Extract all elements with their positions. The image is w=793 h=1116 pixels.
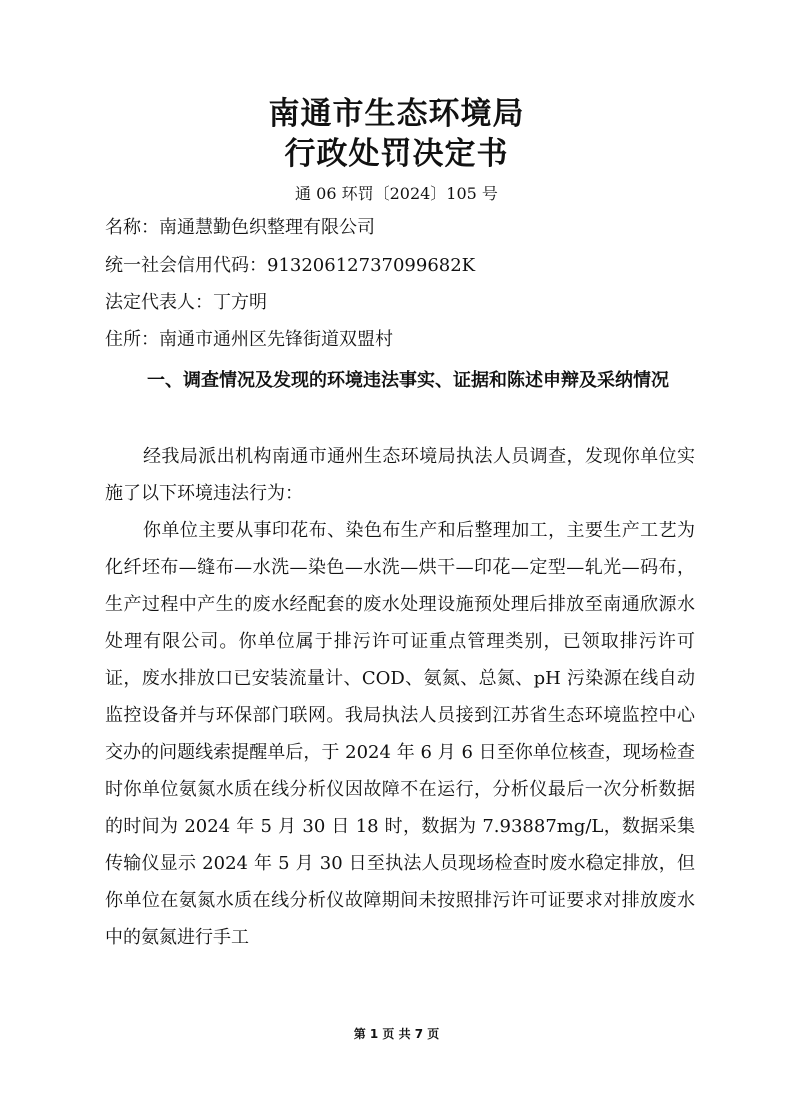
page-footer: 第 1 页 共 7 页 bbox=[353, 1027, 440, 1041]
document-title-type: 行政处罚决定书 bbox=[284, 136, 509, 172]
party-legal-representative: 法定代表人：丁方明 bbox=[105, 292, 267, 313]
document-number: 通 06 环罚〔2024〕105 号 bbox=[295, 184, 498, 203]
body-paragraph-facts: 你单位主要从事印花布、染色布生产和后整理加工，主要生产工艺为化纤坯布—缝布—水洗—染色—水洗—烘干—印花—定型—轧光—码布，生产过程中产生的废水经配套的废水处理设施预处理后排放至南通欣源水处理有限公司。你单位属于排污许可证重点管理类别，已领取排污许可证，废水排放口已安装流量计、COD、氨氮、总氮、pH 污染源在线自动监控设备并与环保部门联网。我局执法人员接到江苏省生态环境监控中心交办的问题线索提醒单后，于 2024 年 6 月 6 日至你单位核查，现场检查时你单位氨氮水质在线分析仪因故障不在运行，分析仪最后一次分析数据的时间为 2024 年 5 月 30 日 18 时，数据为 7.93887mg/L，数据采集传输仪显示 2024 年 5 月 30 日至执法人员现场检查时废水稳定排放，但你单位在氨氮水质在线分析仪故障期间未按照排污许可证要求对排放废水中的氨氮进行手工 bbox=[105, 520, 695, 948]
document-title-agency: 南通市生态环境局 bbox=[268, 96, 525, 132]
section-heading: 一、调查情况及发现的环境违法事实、证据和陈述申辩及采纳情况 bbox=[147, 370, 669, 391]
party-name: 名称：南通慧勤色织整理有限公司 bbox=[105, 217, 375, 238]
body-paragraph-intro: 经我局派出机构南通市通州生态环境局执法人员调查，发现你单位实施了以下环境违法行为： bbox=[105, 446, 695, 504]
party-credit-code: 统一社会信用代码：91320612737099682K bbox=[105, 255, 476, 276]
party-address: 住所：南通市通州区先锋街道双盟村 bbox=[105, 329, 393, 350]
